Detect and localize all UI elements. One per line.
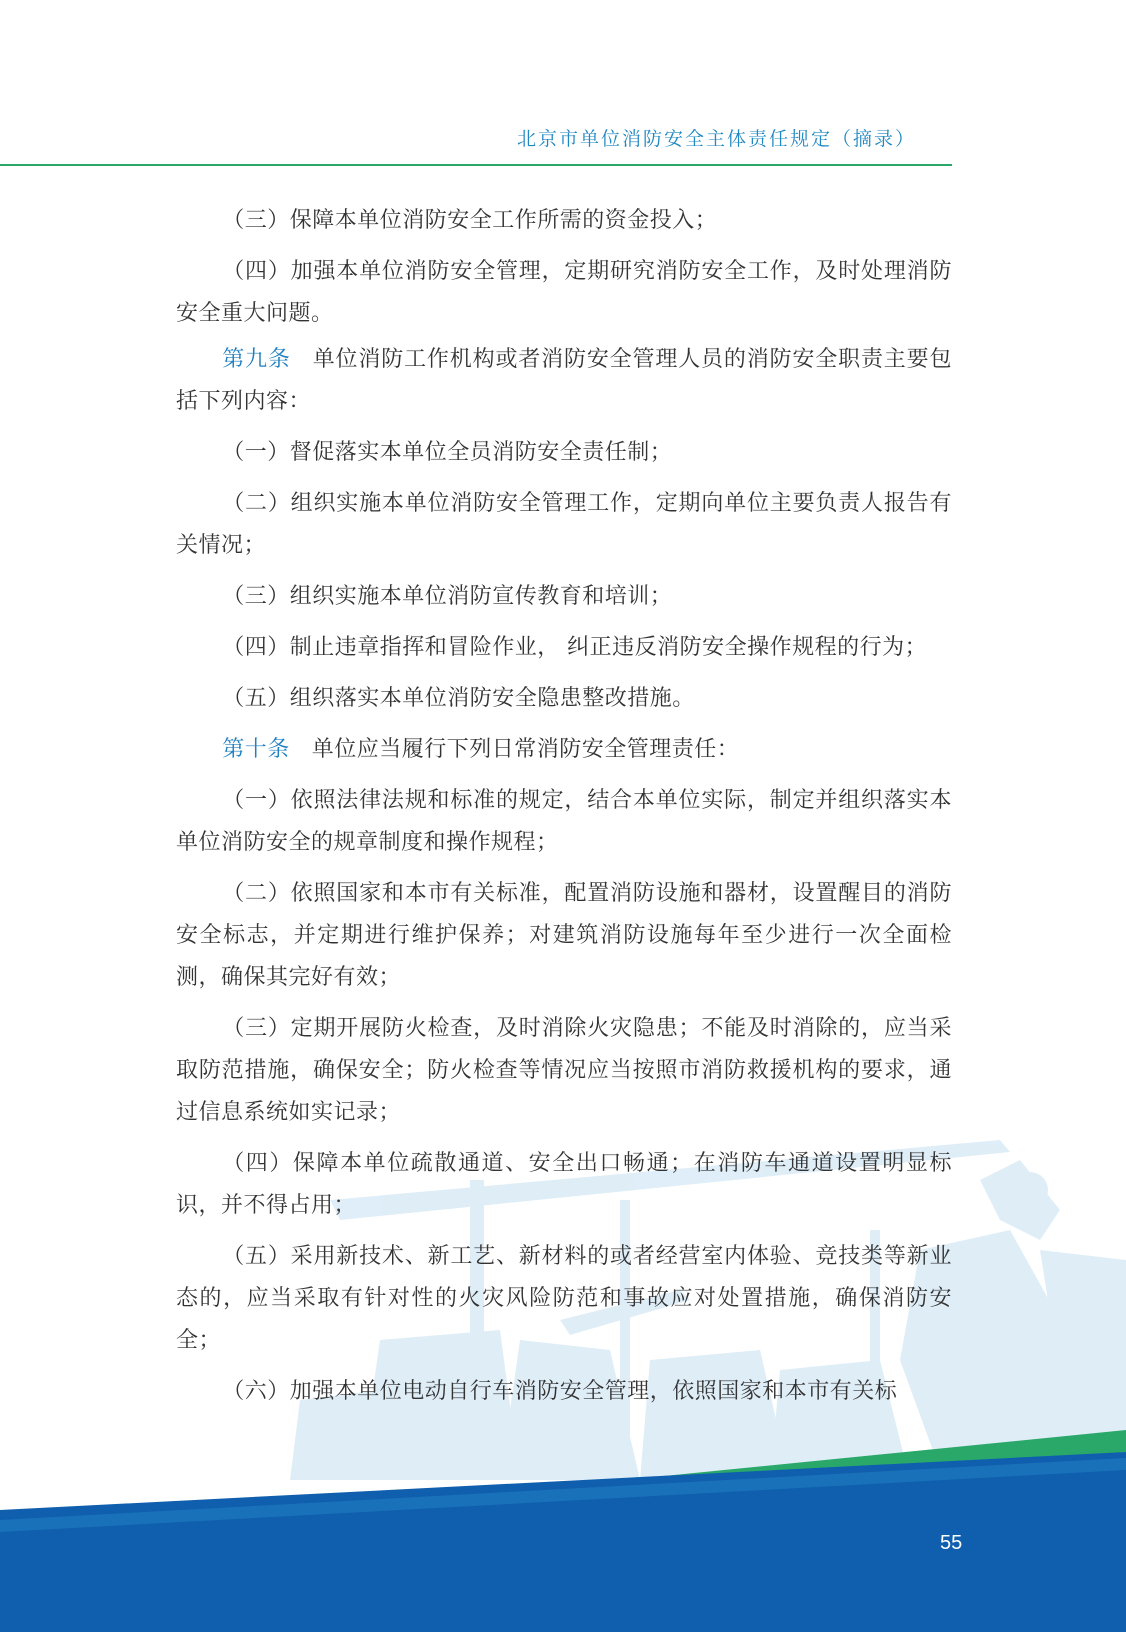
paragraph-a10-clause-3: （三）定期开展防火检查，及时消除火灾隐患；不能及时消除的，应当采取防范措施，确保安全；防火检查等情况应当按照市消防救援机构的要求，通过信息系统如实记录； — [176, 1016, 952, 1125]
article-text: 单位消防工作机构或者消防安全管理人员的消防安全职责主要包括下列内容： — [176, 347, 952, 414]
paragraph-a9-clause-2: （二）组织实施本单位消防安全管理工作，定期向单位主要负责人报告有关情况； — [176, 491, 952, 558]
paragraph-a10-clause-5: （五）采用新技术、新工艺、新材料的或者经营室内体验、竞技类等新业态的，应当采取有针对性的火灾风险防范和事故应对处置措施，确保消防安全； — [176, 1244, 952, 1353]
article-text: 单位应当履行下列日常消防安全管理责任： — [311, 737, 740, 762]
paragraph-a10-clause-4: （四）保障本单位疏散通道、安全出口畅通；在消防车通道设置明显标识，并不得占用； — [176, 1151, 952, 1218]
article-9 — [176, 339, 952, 423]
paragraph-a9-clause-3: （三）组织实施本单位消防宣传教育和培训； — [222, 584, 673, 609]
header-rule — [0, 164, 952, 166]
paragraph-a9-clause-1: （一）督促落实本单位全员消防安全责任制； — [222, 440, 673, 465]
paragraph-a10-clause-1: （一）依照法律法规和标准的规定，结合本单位实际，制定并组织落实本单位消防安全的规章制度和操作规程； — [176, 788, 952, 855]
paragraph-a9-clause-5: （五）组织落实本单位消防安全隐患整改措施。 — [222, 686, 695, 711]
article-heading: 第十条 — [222, 737, 290, 762]
document-body — [176, 200, 952, 1422]
paragraph-clause-4: （四）加强本单位消防安全管理，定期研究消防安全工作，及时处理消防安全重大问题。 — [176, 259, 952, 326]
page-header-title: 北京市单位消防安全主体责任规定（摘录） — [516, 128, 916, 150]
paragraph-a9-clause-4: （四）制止违章指挥和冒险作业， 纠正违反消防安全操作规程的行为； — [222, 635, 928, 660]
page-number: 55 — [940, 1532, 963, 1554]
paragraph-a10-clause-2: （二）依照国家和本市有关标准，配置消防设施和器材，设置醒目的消防安全标志，并定期进行维护保养；对建筑消防设施每年至少进行一次全面检测，确保其完好有效； — [176, 881, 952, 990]
paragraph-a10-clause-6: （六）加强本单位电动自行车消防安全管理，依照国家和本市有关标 — [222, 1379, 898, 1404]
paragraph-clause-3: （三）保障本单位消防安全工作所需的资金投入； — [222, 208, 718, 233]
article-heading: 第九条 — [222, 347, 291, 372]
article-10 — [176, 729, 952, 771]
